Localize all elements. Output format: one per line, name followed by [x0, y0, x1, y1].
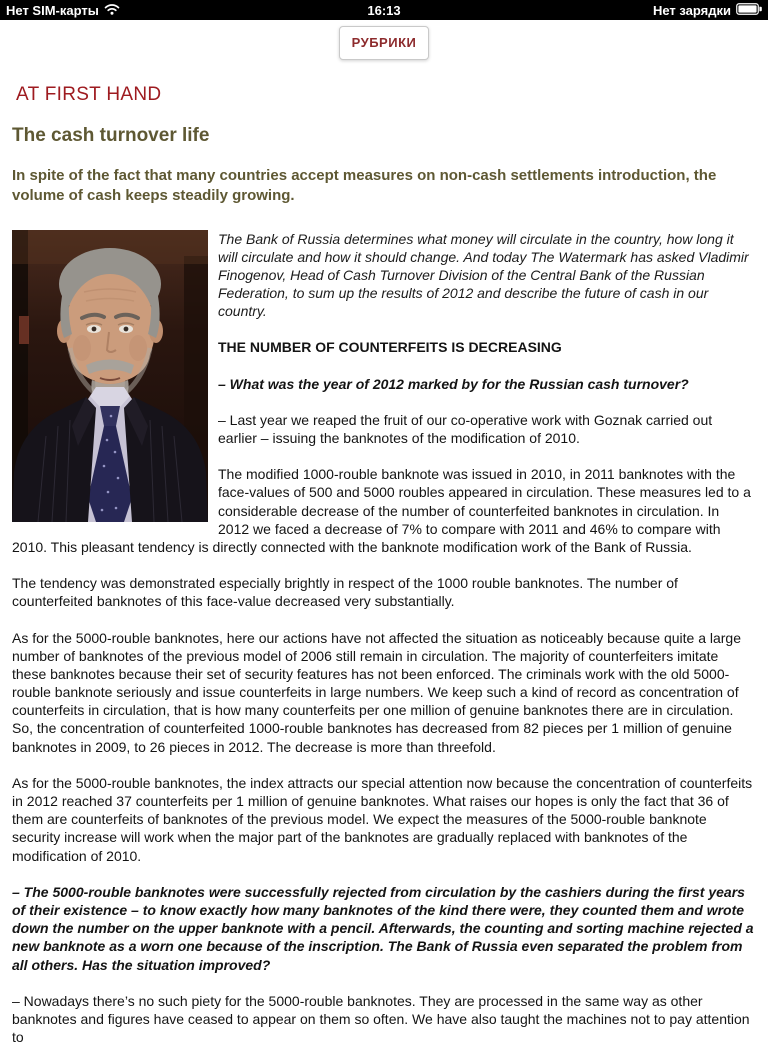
interview-answer-2: – Nowadays there’s no such piety for the 5000-rouble banknotes. They are processed in the same way as other banknotes and figures have ceased to appear on them so often. We have also taught the machines not to pay attention to [12, 992, 754, 1046]
interview-answer-1: – Last year we reaped the fruit of our co-operative work with Goznak carried out earlier – issuing the banknotes of the modification of 2010. [12, 411, 754, 447]
rubrics-button[interactable]: РУБРИКИ [339, 26, 430, 60]
portrait-photo [12, 230, 208, 522]
article-title: The cash turnover life [12, 125, 754, 147]
portrait-illustration [12, 230, 208, 522]
interview-question-2: – The 5000-rouble banknotes were successfully rejected from circulation by the cashiers during the first years of their existence – to know exactly how many banknotes of the kind there were, they counted them and wrote down the number on the upper banknote with a pencil. Afterwards, the counting and sorting machine rejected a new banknote as a worn one because of the inscription. The Bank of Russia even separated the problem from all others. Has the situation improved? [12, 883, 754, 974]
section-heading: THE NUMBER OF COUNTERFEITS IS DECREASING [12, 338, 754, 356]
battery-status-text: Нет зарядки [653, 3, 731, 18]
article [0, 84, 768, 1046]
status-bar [0, 0, 768, 20]
wifi-icon [104, 3, 120, 18]
article-intro: The Bank of Russia determines what money will circulate in the country, how long it will circulate and how it should change. And today The Watermark has asked Vladimir Finogenov, Head of Cash Turnover Division of the Central Bank of the Russian Federation, to sum up the results of 2012 and describe the future of cash in our country. [12, 230, 754, 321]
battery-icon [736, 3, 762, 18]
section-kicker: AT FIRST HAND [16, 84, 754, 106]
article-paragraph-2: The modified 1000-rouble banknote was issued in 2010, in 2011 banknotes with the face-values of 500 and 5000 roubles appeared in circulation. These measures led to a considerable decrease of the number of counterfeited banknotes in circulation. In 2012 we faced a decrease of 7% to compare with 2011 and 46% to compare with 2010. This pleasant tendency is directly connected with the banknote modification work of the Bank of Russia. [12, 465, 754, 556]
article-paragraph-5: As for the 5000-rouble banknotes, the index attracts our special attention now because the concentration of counterfeits in 2012 reached 37 counterfeits per 1 million of genuine banknotes. What raises our hopes is only the fact that 36 of them are counterfeits of banknotes of the previous model. We expect the measures of the 5000-rouble banknote security increase will work when the major part of the banknotes are gradually replaced with banknotes of the modification of 2010. [12, 774, 754, 865]
clock: 16:13 [0, 3, 768, 18]
article-paragraph-3: The tendency was demonstrated especially brightly in respect of the 1000 rouble banknotes. The number of counterfeited banknotes of this face-value decreased very substantially. [12, 574, 754, 610]
interview-question-1: – What was the year of 2012 marked by for the Russian cash turnover? [12, 375, 754, 393]
carrier-text: Нет SIM-карты [6, 3, 99, 18]
article-lead: In spite of the fact that many countries accept measures on non-cash settlements introduction, the volume of cash keeps steadily growing. [12, 166, 754, 207]
article-body [12, 230, 754, 1046]
article-paragraph-4: As for the 5000-rouble banknotes, here our actions have not affected the situation as noticeably because quite a large number of banknotes of the previous model of 2006 still remain in circulation. The majority of counterfeiters imitate these banknotes because their set of security features has not been enforced. The criminals work with the old 5000-rouble banknote seriously and issue counterfeits in large numbers. We keep such a kind of record as concentration of counterfeits in circulation, that is how many counterfeits per one million of genuine banknotes there are in circulation. So, the concentration of counterfeited 1000-rouble banknotes has decreased from 82 pieces per 1 million of genuine banknotes in 2009, to 26 pieces in 2012. The decrease is more than threefold. [12, 629, 754, 756]
